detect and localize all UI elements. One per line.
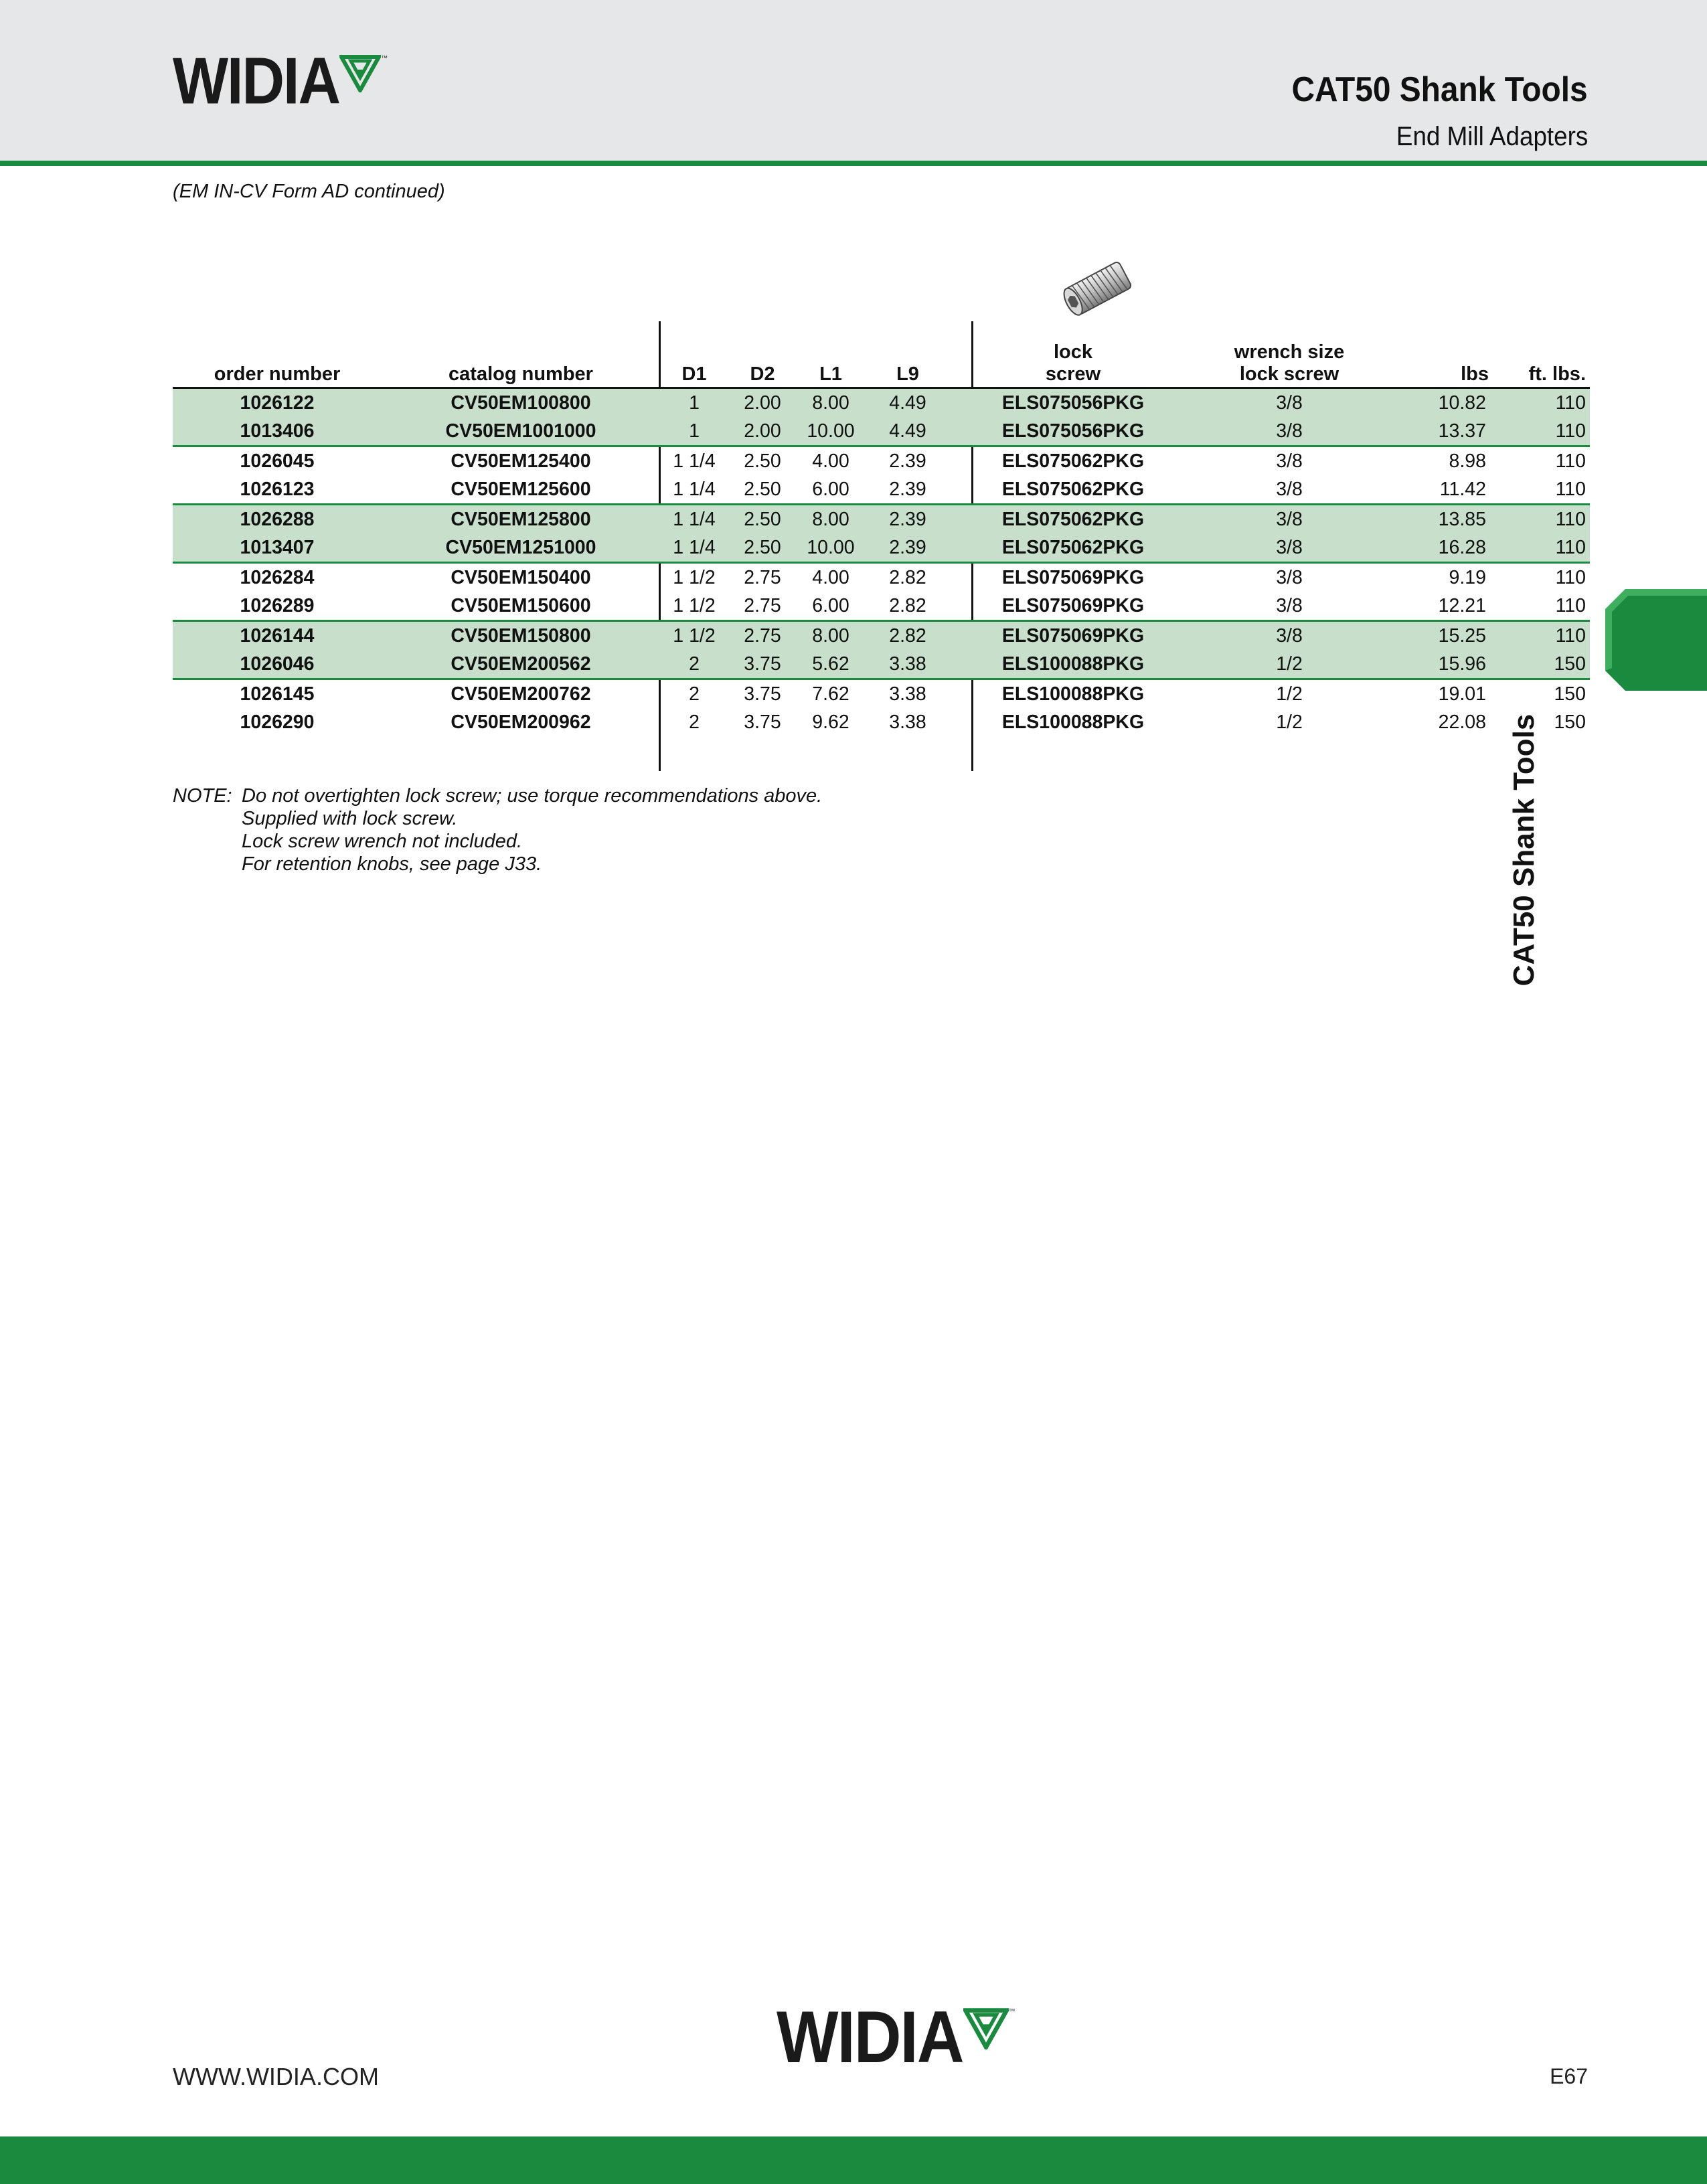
l9-cell: 2.82 (889, 595, 926, 616)
l1-cell: 4.00 (797, 446, 865, 476)
lock-screw-cell: ELS075056PKG (951, 417, 1196, 446)
ft-lbs-cell: 110 (1555, 479, 1586, 500)
l1-cell: 9.62 (812, 711, 849, 733)
order-number-cell: 1026046 (173, 650, 382, 679)
section-tab (1605, 589, 1707, 691)
col-header-lock-screw-line2: screw (1045, 363, 1101, 385)
footer-url-link[interactable]: WWW.WIDIA.COM (173, 2063, 379, 2090)
lock-screw-cell: ELS100088PKG (951, 679, 1196, 709)
note-line: For retention knobs, see page J33. (242, 853, 542, 875)
col-header-catalog-number: catalog number (382, 341, 660, 388)
wrench-size-cell: 3/8 (1196, 621, 1383, 651)
l9-cell: 3.38 (889, 711, 926, 733)
table-row (173, 475, 1590, 505)
col-header-lock-screw (951, 341, 1196, 388)
catalog-number-cell: CV50EM1001000 (382, 417, 660, 446)
col-header-lbs: lbs (1383, 341, 1495, 388)
lbs-cell: 10.82 (1383, 388, 1495, 418)
ft-lbs-cell: 110 (1495, 446, 1590, 476)
widia-triangle-icon (339, 55, 381, 92)
trademark-mark: ™ (1008, 2008, 1015, 2015)
catalog-number-cell: CV50EM150400 (382, 563, 660, 592)
d1-cell: 1 1/2 (660, 563, 728, 592)
d2-cell: 2.50 (728, 446, 797, 476)
ft-lbs-cell: 110 (1495, 563, 1590, 592)
lbs-cell: 8.98 (1383, 446, 1495, 476)
table-header-row (173, 341, 1590, 388)
table-row (173, 417, 1590, 446)
l9-cell: 2.39 (865, 505, 951, 534)
ft-lbs-cell: 150 (1495, 679, 1590, 709)
d2-cell: 2.00 (728, 417, 797, 446)
catalog-number-cell: CV50EM125800 (382, 505, 660, 534)
header-rule (0, 161, 1707, 166)
l9-cell: 2.82 (865, 621, 951, 651)
lock-screw-icon (1052, 254, 1146, 321)
l1-cell: 10.00 (797, 417, 865, 446)
table-row (173, 563, 1590, 592)
lbs-cell: 15.25 (1383, 621, 1495, 651)
ft-lbs-cell: 110 (1555, 595, 1586, 616)
wrench-size-cell: 3/8 (1276, 595, 1303, 616)
lock-screw-cell: ELS075056PKG (951, 388, 1196, 418)
order-number-cell: 1026123 (240, 479, 315, 500)
d2-cell: 2.00 (728, 388, 797, 418)
lock-screw-cell: ELS075069PKG (1001, 595, 1145, 616)
ft-lbs-cell: 110 (1495, 417, 1590, 446)
lbs-cell: 12.21 (1438, 595, 1486, 616)
d2-cell: 2.75 (728, 563, 797, 592)
d2-cell: 3.75 (744, 711, 781, 733)
widia-logo-bottom (777, 1995, 1015, 2078)
l9-cell: 2.39 (865, 446, 951, 476)
continued-note: (EM IN-CV Form AD continued) (173, 181, 445, 202)
d1-cell: 1 1/4 (660, 505, 728, 534)
d2-cell: 2.75 (728, 621, 797, 651)
ft-lbs-cell: 150 (1554, 711, 1586, 733)
logo-wordmark: WIDIA (777, 1995, 963, 2078)
col-header-d2: D2 (728, 341, 797, 388)
lbs-cell: 19.01 (1383, 679, 1495, 709)
wrench-size-cell: 3/8 (1196, 563, 1383, 592)
ft-lbs-cell: 150 (1495, 650, 1590, 679)
wrench-size-cell: 3/8 (1196, 505, 1383, 534)
lock-screw-cell: ELS075062PKG (951, 533, 1196, 563)
d1-cell: 1 1/4 (660, 533, 728, 563)
note-line: Lock screw wrench not included. (242, 831, 523, 852)
wrench-size-cell: 3/8 (1276, 479, 1303, 500)
order-number-cell: 1026290 (240, 711, 315, 733)
trademark-mark: ™ (381, 55, 388, 62)
catalog-number-cell: CV50EM200562 (382, 650, 660, 679)
l1-cell: 8.00 (797, 388, 865, 418)
d2-cell: 2.75 (744, 595, 781, 616)
page-number: E67 (1550, 2064, 1588, 2088)
logo-wordmark: WIDIA (173, 43, 340, 118)
col-header-ft-lbs: ft. lbs. (1495, 341, 1590, 388)
catalog-number-cell: CV50EM125400 (382, 446, 660, 476)
wrench-size-cell: 1/2 (1276, 711, 1303, 733)
table-row (173, 388, 1590, 418)
l9-cell: 3.38 (865, 650, 951, 679)
catalog-number-cell: CV50EM150800 (382, 621, 660, 651)
d2-cell: 2.50 (728, 505, 797, 534)
page-subtitle: End Mill Adapters (1396, 122, 1588, 151)
l9-cell: 2.39 (889, 479, 926, 500)
catalog-number-cell: CV50EM200762 (382, 679, 660, 709)
lock-screw-cell: ELS075069PKG (951, 563, 1196, 592)
table-row (173, 533, 1590, 563)
col-header-l1: L1 (797, 341, 865, 388)
footer-band (0, 2136, 1707, 2184)
d1-cell: 1 (660, 388, 728, 418)
widia-logo-top (173, 43, 388, 118)
d2-cell: 2.50 (744, 479, 781, 500)
order-number-cell: 1026145 (173, 679, 382, 709)
lbs-cell: 16.28 (1383, 533, 1495, 563)
lock-screw-cell: ELS075062PKG (1001, 479, 1145, 500)
col-header-wrench-size (1196, 341, 1383, 388)
l9-cell: 2.39 (865, 533, 951, 563)
widia-triangle-icon (963, 2008, 1009, 2049)
lock-screw-cell: ELS100088PKG (1001, 711, 1145, 733)
note-line: Supplied with lock screw. (242, 808, 458, 829)
lock-screw-cell: ELS075062PKG (951, 505, 1196, 534)
catalog-number-cell: CV50EM200962 (451, 711, 591, 733)
l9-cell: 2.82 (865, 563, 951, 592)
l9-cell: 3.38 (865, 679, 951, 709)
wrench-size-cell: 3/8 (1196, 446, 1383, 476)
l9-cell: 4.49 (865, 388, 951, 418)
order-number-cell: 1026284 (173, 563, 382, 592)
order-number-cell: 1026045 (173, 446, 382, 476)
d2-cell: 3.75 (728, 679, 797, 709)
table-row (173, 679, 1590, 709)
l1-cell: 6.00 (812, 595, 849, 616)
page-title: CAT50 Shank Tools (1291, 70, 1588, 109)
d1-cell: 2 (660, 679, 728, 709)
order-number-cell: 1026289 (240, 595, 315, 616)
side-section-label-text: CAT50 Shank Tools (1508, 713, 1540, 987)
table-row (173, 505, 1590, 534)
wrench-size-cell: 1/2 (1196, 650, 1383, 679)
d2-cell: 3.75 (728, 650, 797, 679)
table-row (173, 621, 1590, 651)
note-block (173, 784, 822, 875)
col-header-lock-screw-line1: lock (1053, 341, 1093, 363)
d1-cell: 1 1/4 (673, 479, 716, 500)
order-number-cell: 1013407 (173, 533, 382, 563)
order-number-cell: 1026122 (173, 388, 382, 418)
wrench-size-cell: 1/2 (1196, 679, 1383, 709)
col-header-order-number: order number (173, 341, 382, 388)
ft-lbs-cell: 110 (1495, 621, 1590, 651)
ft-lbs-cell: 110 (1495, 388, 1590, 418)
order-number-cell: 1026288 (173, 505, 382, 534)
d1-cell: 2 (660, 650, 728, 679)
l1-cell: 5.62 (797, 650, 865, 679)
l9-cell: 4.49 (865, 417, 951, 446)
wrench-size-cell: 3/8 (1196, 533, 1383, 563)
d1-cell: 2 (689, 711, 700, 733)
d1-cell: 1 1/4 (660, 446, 728, 476)
l1-cell: 10.00 (797, 533, 865, 563)
d1-cell: 1 1/2 (660, 621, 728, 651)
order-number-cell: 1013406 (173, 417, 382, 446)
spec-table (173, 341, 1590, 736)
col-header-wrench-line2: lock screw (1239, 363, 1339, 385)
table-row (173, 708, 1590, 736)
l1-cell: 4.00 (797, 563, 865, 592)
l1-cell: 8.00 (797, 505, 865, 534)
lbs-cell: 13.85 (1383, 505, 1495, 534)
side-section-label (1508, 709, 1548, 991)
note-lead: NOTE: (173, 785, 232, 807)
l1-cell: 6.00 (812, 479, 849, 500)
lbs-cell: 13.37 (1383, 417, 1495, 446)
ft-lbs-cell: 110 (1495, 505, 1590, 534)
wrench-size-cell: 3/8 (1196, 417, 1383, 446)
catalog-number-cell: CV50EM1251000 (382, 533, 660, 563)
lbs-cell: 22.08 (1438, 711, 1486, 733)
d1-cell: 1 1/2 (673, 595, 716, 616)
col-header-d1: D1 (660, 341, 728, 388)
lbs-cell: 11.42 (1439, 479, 1486, 500)
catalog-number-cell: CV50EM125600 (451, 479, 591, 500)
lock-screw-cell: ELS075062PKG (951, 446, 1196, 476)
l1-cell: 7.62 (797, 679, 865, 709)
note-line: Do not overtighten lock screw; use torque recommendations above. (242, 785, 823, 807)
table-row (173, 592, 1590, 621)
col-header-l9: L9 (865, 341, 951, 388)
table-body (173, 388, 1590, 737)
table-row (173, 650, 1590, 679)
catalog-number-cell: CV50EM150600 (451, 595, 591, 616)
catalog-number-cell: CV50EM100800 (382, 388, 660, 418)
lbs-cell: 15.96 (1383, 650, 1495, 679)
order-number-cell: 1026144 (173, 621, 382, 651)
l1-cell: 8.00 (797, 621, 865, 651)
wrench-size-cell: 3/8 (1196, 388, 1383, 418)
ft-lbs-cell: 110 (1495, 533, 1590, 563)
lock-screw-cell: ELS075069PKG (951, 621, 1196, 651)
lbs-cell: 9.19 (1383, 563, 1495, 592)
table-row (173, 446, 1590, 476)
col-header-wrench-line1: wrench size (1234, 341, 1345, 363)
d1-cell: 1 (660, 417, 728, 446)
d2-cell: 2.50 (728, 533, 797, 563)
lock-screw-cell: ELS100088PKG (951, 650, 1196, 679)
